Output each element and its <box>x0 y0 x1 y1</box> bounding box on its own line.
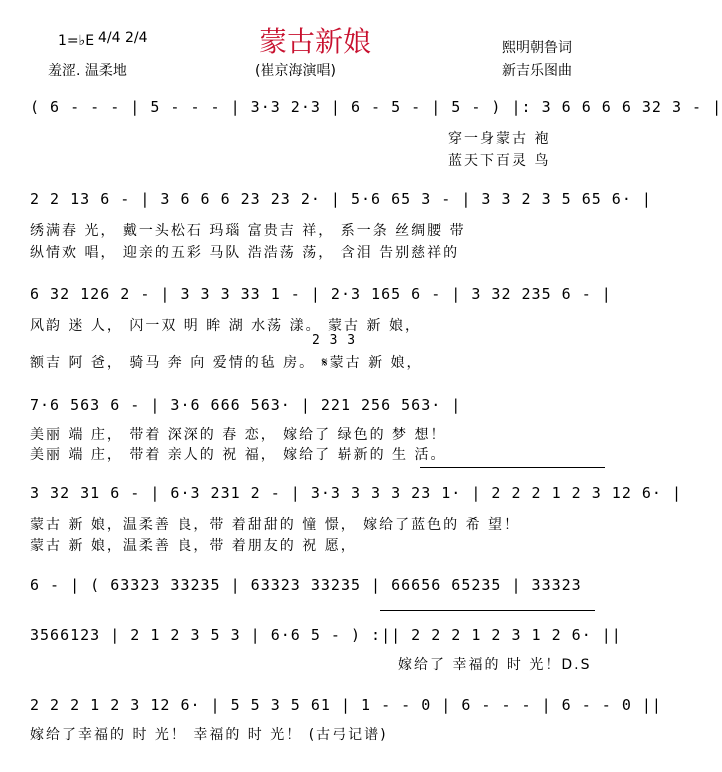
volta-bracket-1 <box>420 467 605 468</box>
notation-line-8: 2 2 2 1 2 3 12 6· | 5 5 3 5 61 | 1 - - 0 | 6 - - - | 6 - - 0 || <box>30 696 662 714</box>
notation-line-3: 6 32 126 2 - | 3 3 3 33 1 - | 2·3 165 6 - | 3 32 235 6 - | <box>30 285 612 303</box>
lyricist-credit: 熙明朝鲁词 <box>502 40 572 56</box>
lyric-line-2b: 纵情欢 唱， 迎亲的五彩 马队 浩浩荡 荡， 含泪 告别慈祥的 <box>30 245 460 261</box>
time-signature: 4/4 2/4 <box>98 30 148 46</box>
lyric-line-5b: 蒙古 新 娘，温柔善 良，带 着朋友的 祝 愿， <box>30 538 357 554</box>
tempo-style: 羞涩. 温柔地 <box>48 63 127 79</box>
key-signature: 1=♭E <box>58 33 95 49</box>
lyric-line-1a: 穿一身蒙古 袍 <box>448 131 551 147</box>
song-title: 蒙古新娘 <box>258 25 371 58</box>
composer-credit: 新吉乐图曲 <box>502 63 572 79</box>
lyric-line-1b: 蓝天下百灵 鸟 <box>448 153 551 169</box>
volta-bracket-2 <box>380 610 595 611</box>
lyric-line-4a: 美丽 端 庄， 带着 深深的 春 恋， 嫁给了 绿色的 梦 想！ <box>30 427 447 443</box>
lyric-line-4b: 美丽 端 庄， 带着 亲人的 祝 福， 嫁给了 崭新的 生 活。 <box>30 447 447 463</box>
notation-line-4: 7·6 563 6 - | 3·6 666 563· | 221 256 563· | <box>30 396 462 414</box>
lyric-line-3b: 额吉 阿 爸， 骑马 奔 向 爱情的毡 房。 𝄋蒙古 新 娘， <box>30 355 423 371</box>
notation-line-7: 3566123 | 2 1 2 3 5 3 | 6·6 5 - ) :|| 2 2 2 1 2 3 1 2 6· || <box>30 626 622 644</box>
lyric-line-8: 嫁给了幸福的 时 光！ 幸福的 时 光！ (古弓记谱) <box>30 727 388 743</box>
lyric-line-3a: 风韵 迷 人， 闪一双 明 眸 湖 水荡 漾。 蒙古 新 娘， <box>30 318 421 334</box>
singer-credit: (崔京海演唱) <box>255 63 336 79</box>
notation-line-1: ( 6 - - - | 5 - - - | 3·3 2·3 | 6 - 5 - | 5 - ) |: 3 6 6 6 6 32 3 - | <box>30 98 722 116</box>
lyric-line-2a: 绣满春 光， 戴一头松石 玛瑙 富贵吉 祥， 系一条 丝绸腰 带 <box>30 223 466 239</box>
alt-notes: 2 3 3 <box>312 333 357 348</box>
notation-line-6: 6 - | ( 63323 33235 | 63323 33235 | 66656 65235 | 33323 <box>30 576 582 594</box>
notation-line-5: 3 32 31 6 - | 6·3 231 2 - | 3·3 3 3 3 23 1· | 2 2 2 1 2 3 12 6· | <box>30 484 682 502</box>
lyric-line-5a: 蒙古 新 娘，温柔善 良，带 着甜甜的 憧 憬， 嫁给了蓝色的 希 望！ <box>30 517 521 533</box>
notation-line-2: 2 2 13 6 - | 3 6 6 6 23 23 2· | 5·6 65 3 - | 3 3 2 3 5 65 6· | <box>30 190 652 208</box>
lyric-line-7: 嫁给了 幸福的 时 光！D.S <box>398 657 592 673</box>
